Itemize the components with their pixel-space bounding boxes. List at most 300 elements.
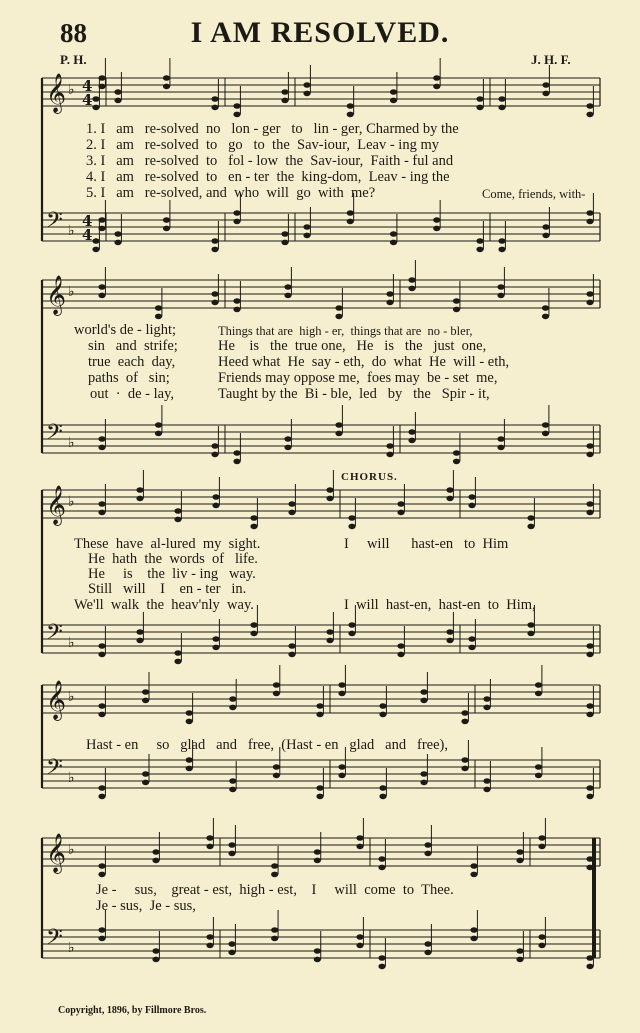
chorus-line-2: Hast - en so glad and free, (Hast - en glad and free), xyxy=(86,737,448,753)
note-head xyxy=(284,436,291,442)
note-head xyxy=(288,643,295,649)
note-head xyxy=(186,757,193,763)
note-head xyxy=(586,964,593,970)
note-head xyxy=(152,957,159,963)
note-head xyxy=(206,844,213,850)
note-head xyxy=(527,622,534,628)
bass-clef-icon: 𝄢 xyxy=(46,420,63,450)
note-head xyxy=(516,957,523,963)
note-head xyxy=(476,105,483,111)
chorus-line-1-v2: He hath the words of life. xyxy=(88,551,258,567)
note-head xyxy=(284,284,291,290)
note-head xyxy=(152,948,159,954)
note-head xyxy=(378,856,385,862)
verse-1-line-2a: world's de - light; xyxy=(74,322,177,338)
note-head xyxy=(586,794,593,800)
note-head xyxy=(497,445,504,451)
key-signature-icon: ♭ xyxy=(68,940,75,956)
note-head xyxy=(114,89,121,95)
note-head xyxy=(516,948,523,954)
note-head xyxy=(314,957,321,963)
key-signature-icon: ♭ xyxy=(68,284,75,300)
note-head xyxy=(273,682,280,688)
key-signature-icon: ♭ xyxy=(68,435,75,451)
note-head xyxy=(335,314,342,320)
note-head xyxy=(98,794,105,800)
note-head xyxy=(420,698,427,704)
note-head xyxy=(542,422,549,428)
note-head xyxy=(379,712,386,718)
note-head xyxy=(271,872,278,878)
key-signature-icon: ♭ xyxy=(68,689,75,705)
note-head xyxy=(212,645,219,651)
note-head xyxy=(98,936,105,942)
note-head xyxy=(98,927,105,933)
note-head xyxy=(186,766,193,772)
note-head xyxy=(288,501,295,507)
note-head xyxy=(538,835,545,841)
note-head xyxy=(250,515,257,521)
note-head xyxy=(356,835,363,841)
note-head xyxy=(92,96,99,102)
note-head xyxy=(433,217,440,223)
note-head xyxy=(356,934,363,940)
note-head xyxy=(155,422,162,428)
note-head xyxy=(303,224,310,230)
note-head xyxy=(586,510,593,516)
note-head xyxy=(386,452,393,458)
note-head xyxy=(326,487,333,493)
note-head xyxy=(174,508,181,514)
note-head xyxy=(163,226,170,232)
note-head xyxy=(424,842,431,848)
note-head xyxy=(586,652,593,658)
chorus-line-1-v3: He is the liv - ing way. xyxy=(88,566,256,582)
verse-2-line-1: 2. I am re-solved to go to the Sav-iour, Leav - ing my xyxy=(86,137,439,153)
note-head xyxy=(470,927,477,933)
note-head xyxy=(408,429,415,435)
verse-4-line-1: 4. I am re-solved to en - ter the king-dom, Leav - ing the xyxy=(86,169,450,185)
note-head xyxy=(273,691,280,697)
note-head xyxy=(461,766,468,772)
note-head xyxy=(233,298,240,304)
note-head xyxy=(206,934,213,940)
note-head xyxy=(347,219,354,225)
note-head xyxy=(211,291,218,297)
note-head xyxy=(206,835,213,841)
note-head xyxy=(498,105,505,111)
note-head xyxy=(250,622,257,628)
note-head xyxy=(338,691,345,697)
note-head xyxy=(114,231,121,237)
note-head xyxy=(356,943,363,949)
note-head xyxy=(476,96,483,102)
time-signature-top: 4 xyxy=(82,212,93,230)
note-head xyxy=(228,842,235,848)
verse-4-line-2b: Friends may oppose me, foes may be - set me, xyxy=(218,370,498,386)
note-head xyxy=(356,844,363,850)
note-head xyxy=(378,955,385,961)
note-head xyxy=(378,865,385,871)
note-head xyxy=(542,305,549,311)
note-head xyxy=(186,710,193,716)
note-head xyxy=(446,496,453,502)
note-head xyxy=(281,240,288,246)
verse-5-line-2b: Taught by the Bi - ble, led by the Spir - it, xyxy=(218,386,490,402)
note-head xyxy=(453,298,460,304)
verse-2-line-2b: He is the true one, He is the just one, xyxy=(218,338,487,354)
note-head xyxy=(586,712,593,718)
note-head xyxy=(535,682,542,688)
note-head xyxy=(211,247,218,253)
note-head xyxy=(542,91,549,97)
note-head xyxy=(542,82,549,88)
note-head xyxy=(98,445,105,451)
note-head xyxy=(142,780,149,786)
note-head xyxy=(152,858,159,864)
verse-1-line-2b: Things that are high - er, things that are no - bler, xyxy=(218,324,473,338)
note-head xyxy=(233,307,240,313)
note-head xyxy=(408,286,415,292)
chorus-line-1-v1: These have al-lured my sight. xyxy=(74,536,261,552)
note-head xyxy=(211,452,218,458)
note-head xyxy=(498,247,505,253)
note-head xyxy=(326,496,333,502)
note-head xyxy=(335,305,342,311)
verse-2-line-2a: sin and strife; xyxy=(88,338,178,354)
note-head xyxy=(211,105,218,111)
note-head xyxy=(174,659,181,665)
note-head xyxy=(483,705,490,711)
verse-3-line-2b: Heed what He say - eth, do what He will - eth, xyxy=(218,354,510,370)
note-head xyxy=(288,510,295,516)
note-head xyxy=(229,778,236,784)
note-head xyxy=(586,210,593,216)
note-head xyxy=(316,703,323,709)
note-head xyxy=(98,652,105,658)
note-head xyxy=(335,431,342,437)
note-head xyxy=(303,82,310,88)
note-head xyxy=(284,293,291,299)
note-head xyxy=(348,515,355,521)
key-signature-icon: ♭ xyxy=(68,770,75,786)
key-signature-icon: ♭ xyxy=(68,223,75,239)
note-head xyxy=(386,443,393,449)
page-number: 88 xyxy=(60,18,87,48)
note-head xyxy=(586,703,593,709)
verse-4-line-2a: paths of sin; xyxy=(88,370,170,386)
chorus-line-1-b-main: I will hast-en to Him xyxy=(344,536,509,552)
note-head xyxy=(186,719,193,725)
note-head xyxy=(424,941,431,947)
note-head xyxy=(420,689,427,695)
note-head xyxy=(136,638,143,644)
note-head xyxy=(586,452,593,458)
author-music-credit: J. H. F. xyxy=(531,52,571,67)
note-head xyxy=(527,515,534,521)
note-head xyxy=(338,764,345,770)
note-head xyxy=(163,75,170,81)
note-head xyxy=(303,233,310,239)
note-head xyxy=(542,224,549,230)
note-head xyxy=(476,247,483,253)
note-head xyxy=(535,764,542,770)
note-head xyxy=(420,771,427,777)
note-head xyxy=(347,210,354,216)
note-head xyxy=(433,75,440,81)
chorus-line-1-v5: We'll walk the heav'nly way. xyxy=(74,597,254,613)
note-head xyxy=(397,501,404,507)
note-head xyxy=(390,98,397,104)
note-head xyxy=(470,872,477,878)
note-head xyxy=(281,98,288,104)
note-head xyxy=(228,941,235,947)
note-head xyxy=(586,501,593,507)
key-signature-icon: ♭ xyxy=(68,82,75,98)
note-head xyxy=(468,494,475,500)
verse-5-line-1-tail: Come, friends, with- xyxy=(482,187,586,201)
treble-clef-icon: 𝄞 xyxy=(46,680,67,720)
note-head xyxy=(98,501,105,507)
note-head xyxy=(542,431,549,437)
note-head xyxy=(211,238,218,244)
note-head xyxy=(98,712,105,718)
note-head xyxy=(586,300,593,306)
note-head xyxy=(338,773,345,779)
note-head xyxy=(527,524,534,530)
note-head xyxy=(228,950,235,956)
note-head xyxy=(408,438,415,444)
note-head xyxy=(250,631,257,637)
note-head xyxy=(347,112,354,118)
treble-clef-icon: 𝄞 xyxy=(46,275,67,315)
note-head xyxy=(397,652,404,658)
bass-clef-icon: 𝄢 xyxy=(46,925,63,955)
note-head xyxy=(284,445,291,451)
time-signature-bottom: 4 xyxy=(82,91,93,109)
note-head xyxy=(273,764,280,770)
verse-3-line-1: 3. I am re-solved to fol - low the Sav-iour, Faith - ful and xyxy=(86,153,454,169)
note-head xyxy=(206,943,213,949)
note-head xyxy=(281,89,288,95)
note-head xyxy=(338,682,345,688)
note-head xyxy=(229,696,236,702)
note-head xyxy=(586,103,593,109)
note-head xyxy=(92,105,99,111)
note-head xyxy=(212,503,219,509)
note-head xyxy=(281,231,288,237)
note-head xyxy=(136,496,143,502)
note-head xyxy=(114,240,121,246)
time-signature-top: 4 xyxy=(82,77,93,95)
note-head xyxy=(542,314,549,320)
note-head xyxy=(538,934,545,940)
note-head xyxy=(408,277,415,283)
note-head xyxy=(424,950,431,956)
key-signature-icon: ♭ xyxy=(68,635,75,651)
note-head xyxy=(155,314,162,320)
note-head xyxy=(379,794,386,800)
key-signature-icon: ♭ xyxy=(68,842,75,858)
note-head xyxy=(461,719,468,725)
note-head xyxy=(233,459,240,465)
note-head xyxy=(316,785,323,791)
note-head xyxy=(98,643,105,649)
bass-clef-icon: 𝄢 xyxy=(46,620,63,650)
note-head xyxy=(229,787,236,793)
time-signature-bottom: 4 xyxy=(82,226,93,244)
note-head xyxy=(273,773,280,779)
note-head xyxy=(468,503,475,509)
treble-clef-icon: 𝄞 xyxy=(46,73,67,113)
note-head xyxy=(211,96,218,102)
note-head xyxy=(397,643,404,649)
note-head xyxy=(271,863,278,869)
note-head xyxy=(446,638,453,644)
note-head xyxy=(498,238,505,244)
note-head xyxy=(378,964,385,970)
note-head xyxy=(516,849,523,855)
note-head xyxy=(92,238,99,244)
note-head xyxy=(233,103,240,109)
note-head xyxy=(136,629,143,635)
chorus-line-3: Je - sus, great - est, high - est, I will come to Thee. xyxy=(96,882,454,898)
author-words-credit: P. H. xyxy=(60,52,87,67)
treble-clef-icon: 𝄞 xyxy=(46,485,67,525)
note-head xyxy=(142,689,149,695)
note-head xyxy=(212,636,219,642)
verse-5-line-1: 5. I am re-solved, and who will go with me? xyxy=(86,185,376,201)
note-head xyxy=(348,631,355,637)
note-head xyxy=(498,96,505,102)
note-head xyxy=(497,436,504,442)
note-head xyxy=(379,785,386,791)
note-head xyxy=(114,98,121,104)
note-head xyxy=(483,696,490,702)
note-head xyxy=(461,710,468,716)
note-head xyxy=(483,778,490,784)
note-head xyxy=(586,443,593,449)
note-head xyxy=(326,638,333,644)
note-head xyxy=(229,705,236,711)
note-head xyxy=(586,785,593,791)
verse-1-line-1: 1. I am re-solved no lon - ger to lin - ger, Charmed by the xyxy=(86,121,459,137)
note-head xyxy=(271,927,278,933)
note-head xyxy=(446,487,453,493)
note-head xyxy=(542,233,549,239)
note-head xyxy=(233,210,240,216)
note-head xyxy=(386,291,393,297)
note-head xyxy=(386,300,393,306)
note-head xyxy=(233,450,240,456)
note-head xyxy=(142,698,149,704)
bass-clef-icon: 𝄢 xyxy=(46,208,63,238)
verse-3-line-2a: true each day, xyxy=(88,354,176,370)
note-head xyxy=(228,851,235,857)
note-head xyxy=(497,284,504,290)
note-head xyxy=(348,524,355,530)
note-head xyxy=(535,691,542,697)
note-head xyxy=(98,785,105,791)
note-head xyxy=(98,872,105,878)
note-head xyxy=(586,643,593,649)
note-head xyxy=(470,863,477,869)
note-head xyxy=(316,712,323,718)
note-head xyxy=(390,231,397,237)
chorus-line-1-v4: Still will I en - ter in. xyxy=(88,581,247,597)
note-head xyxy=(98,863,105,869)
note-head xyxy=(250,524,257,530)
note-head xyxy=(211,443,218,449)
note-head xyxy=(433,226,440,232)
note-head xyxy=(476,238,483,244)
note-head xyxy=(390,89,397,95)
note-head xyxy=(468,645,475,651)
note-head xyxy=(316,794,323,800)
note-head xyxy=(142,771,149,777)
note-head xyxy=(433,84,440,90)
note-head xyxy=(163,217,170,223)
note-head xyxy=(390,240,397,246)
note-head xyxy=(470,936,477,942)
note-head xyxy=(163,84,170,90)
note-head xyxy=(98,703,105,709)
note-head xyxy=(271,936,278,942)
note-head xyxy=(535,773,542,779)
hymn-title: I AM RESOLVED. xyxy=(190,16,450,49)
note-head xyxy=(92,247,99,253)
note-head xyxy=(155,431,162,437)
note-head xyxy=(348,622,355,628)
note-head xyxy=(347,103,354,109)
note-head xyxy=(98,436,105,442)
note-head xyxy=(379,703,386,709)
note-head xyxy=(233,219,240,225)
note-head xyxy=(538,943,545,949)
copyright-notice: Copyright, 1896, by Fillmore Bros. xyxy=(58,1005,207,1016)
note-head xyxy=(211,300,218,306)
note-head xyxy=(586,291,593,297)
note-head xyxy=(98,284,105,290)
note-head xyxy=(527,631,534,637)
note-head xyxy=(453,459,460,465)
chorus-label: CHORUS. xyxy=(341,471,398,483)
note-head xyxy=(314,849,321,855)
note-head xyxy=(303,91,310,97)
note-head xyxy=(174,650,181,656)
note-head xyxy=(288,652,295,658)
treble-clef-icon: 𝄞 xyxy=(46,833,67,873)
note-head xyxy=(314,858,321,864)
note-head xyxy=(174,517,181,523)
note-head xyxy=(453,307,460,313)
note-head xyxy=(314,948,321,954)
note-head xyxy=(497,293,504,299)
note-head xyxy=(397,510,404,516)
note-head xyxy=(516,858,523,864)
note-head xyxy=(136,487,143,493)
note-head xyxy=(98,510,105,516)
chorus-line-1-b-alt: I will hast-en, hast-en to Him, xyxy=(344,597,536,613)
note-head xyxy=(586,219,593,225)
note-head xyxy=(326,629,333,635)
note-head xyxy=(453,450,460,456)
note-head xyxy=(212,494,219,500)
note-head xyxy=(461,757,468,763)
note-head xyxy=(98,293,105,299)
note-head xyxy=(483,787,490,793)
note-head xyxy=(424,851,431,857)
